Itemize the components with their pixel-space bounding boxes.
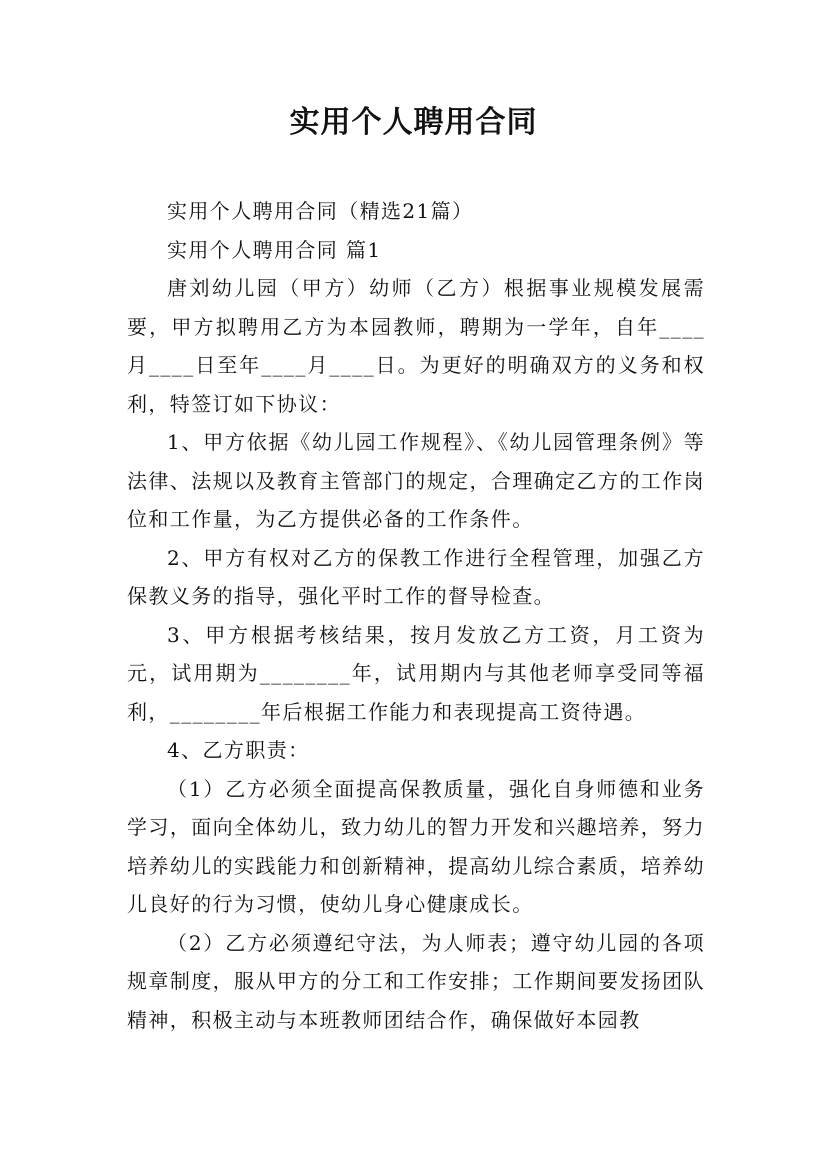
document-title: 实用个人聘用合同 [289, 105, 538, 140]
paragraph-subtitle: 实用个人聘用合同（精选21篇） [167, 199, 474, 223]
paragraph-clause-4-heading: 4、乙方职责： [167, 738, 310, 762]
paragraph-clause-3: 3、甲方根据考核结果，按月发放乙方工资，月工资为元，试用期为________年，试用期内与其他老师享受同等福利，________年后根据工作能力和表现提高工资待遇。 [127, 622, 705, 724]
paragraph-clause-1: 1、甲方依据《幼儿园工作规程》、《幼儿园管理条例》等法律、法规以及教育主管部门的规定，合理确定乙方的工作岗位和工作量，为乙方提供必备的工作条件。 [127, 430, 705, 531]
paragraph-intro: 唐刘幼儿园（甲方）幼师（乙方）根据事业规模发展需要，甲方拟聘用乙方为本园教师，聘期为一学年，自年____月____日至年____月____日。为更好的明确双方的义务和权利，特签订如下协议： [127, 276, 705, 416]
paragraph-clause-4-1: （1）乙方必须全面提高保教质量，强化自身师德和业务学习，面向全体幼儿，致力幼儿的智力开发和兴趣培养，努力培养幼儿的实践能力和创新精神，提高幼儿综合素质，培养幼儿良好的行为习惯，使幼儿身心健康成长。 [127, 776, 705, 916]
paragraph-clause-4-2: （2）乙方必须遵纪守法，为人师表；遵守幼儿园的各项规章制度，服从甲方的分工和工作安排；工作期间要发扬团队精神，积极主动与本班教师团结合作，确保做好本园教 [127, 930, 705, 1032]
paragraph-clause-2: 2、甲方有权对乙方的保教工作进行全程管理，加强乙方保教义务的指导，强化平时工作的督导检查。 [127, 545, 705, 608]
paragraph-section-heading: 实用个人聘用合同 篇1 [167, 237, 382, 262]
document-body [127, 192, 705, 1039]
